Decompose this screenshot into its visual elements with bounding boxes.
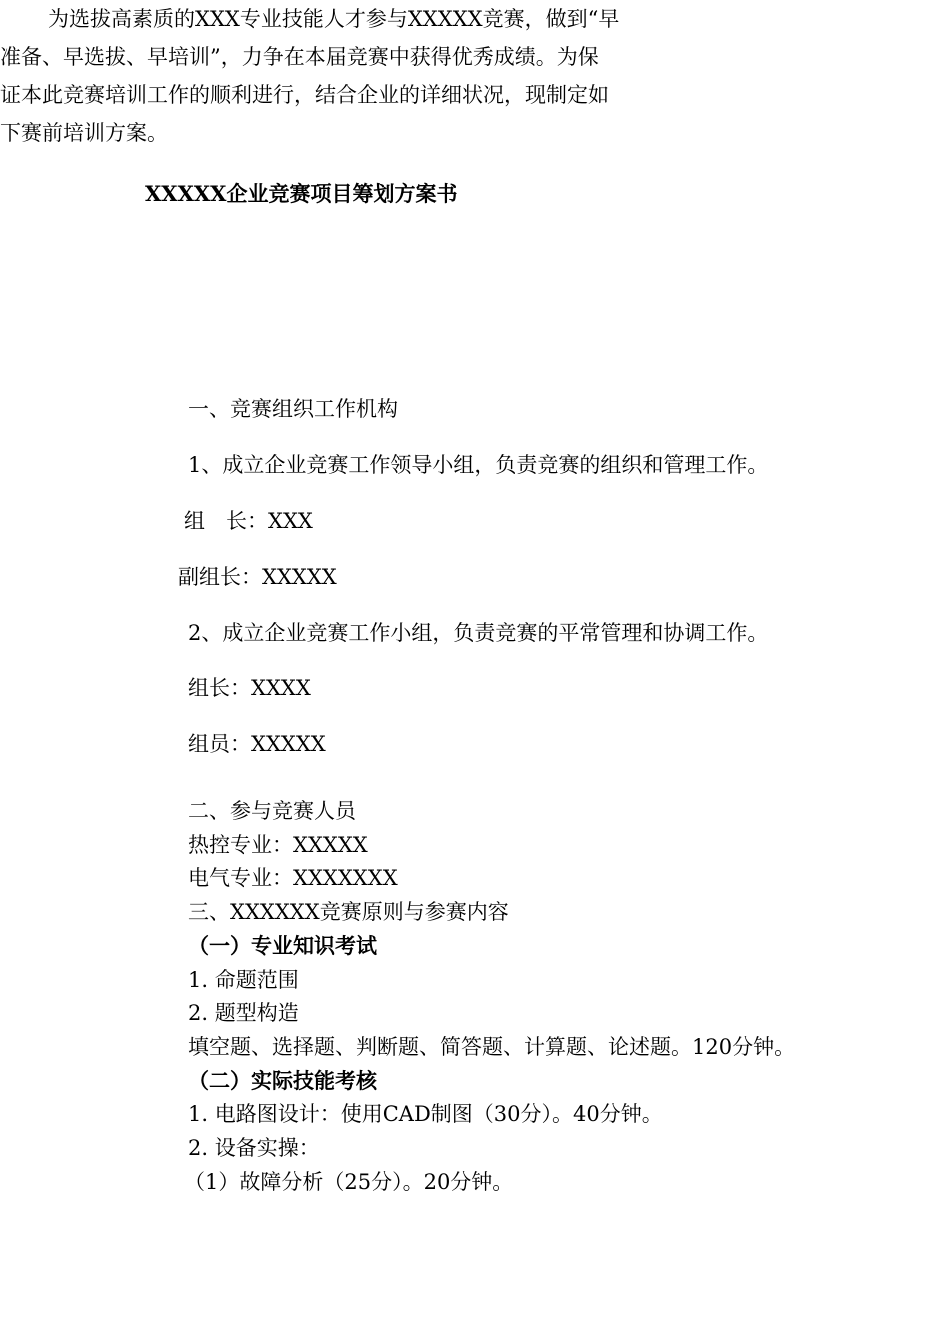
thermal-staff-line: 热控专业：XXXXX (188, 833, 368, 857)
section-3-heading: 三、XXXXXX竞赛原则与参赛内容 (188, 900, 509, 924)
intro-line: 证本此竞赛培训工作的顺利进行，结合企业的详细状况，现制定如 (0, 83, 609, 107)
subsection-1-item-2: 2. 题型构造 (188, 1001, 299, 1025)
subsection-2-item-1: 1. 电路图设计：使用CAD制图（30分）。40分钟。 (188, 1102, 663, 1126)
section-1-heading: 一、竞赛组织工作机构 (188, 397, 398, 421)
section-1-item-1: 1、成立企业竞赛工作领导小组，负责竞赛的组织和管理工作。 (188, 453, 769, 477)
deputy-leader-line: 副组长：XXXXX (178, 565, 337, 589)
section-2-heading: 二、参与竞赛人员 (188, 799, 356, 823)
subsection-1-heading: （一）专业知识考试 (188, 933, 377, 958)
subsection-2-heading: （二）实际技能考核 (188, 1068, 377, 1093)
group-leader-line: 组长：XXXX (188, 676, 311, 700)
intro-line: 为选拔高素质的XXX专业技能人才参与XXXXX竞赛，做到“早 (48, 7, 620, 31)
intro-line: 准备、早选拔、早培训”，力争在本届竞赛中获得优秀成绩。为保 (0, 45, 599, 69)
subsection-2-item-3: （1）故障分析（25分）。20分钟。 (184, 1170, 514, 1194)
subsection-1-item-1: 1. 命题范围 (188, 968, 299, 992)
document-title: XXXXX企业竞赛项目筹划方案书 (145, 181, 458, 206)
intro-line: 下赛前培训方案。 (0, 121, 168, 145)
subsection-2-item-2: 2. 设备实操： (188, 1136, 320, 1160)
intro-paragraph (0, 0, 680, 152)
section-1-item-2: 2、成立企业竞赛工作小组，负责竞赛的平常管理和协调工作。 (188, 621, 769, 645)
leader-line: 组 长：XXX (184, 509, 313, 533)
electrical-staff-line: 电气专业：XXXXXXX (188, 866, 398, 890)
subsection-1-detail: 填空题、选择题、判断题、简答题、计算题、论述题。120分钟。 (188, 1035, 796, 1059)
group-members-line: 组员：XXXXX (188, 732, 326, 756)
